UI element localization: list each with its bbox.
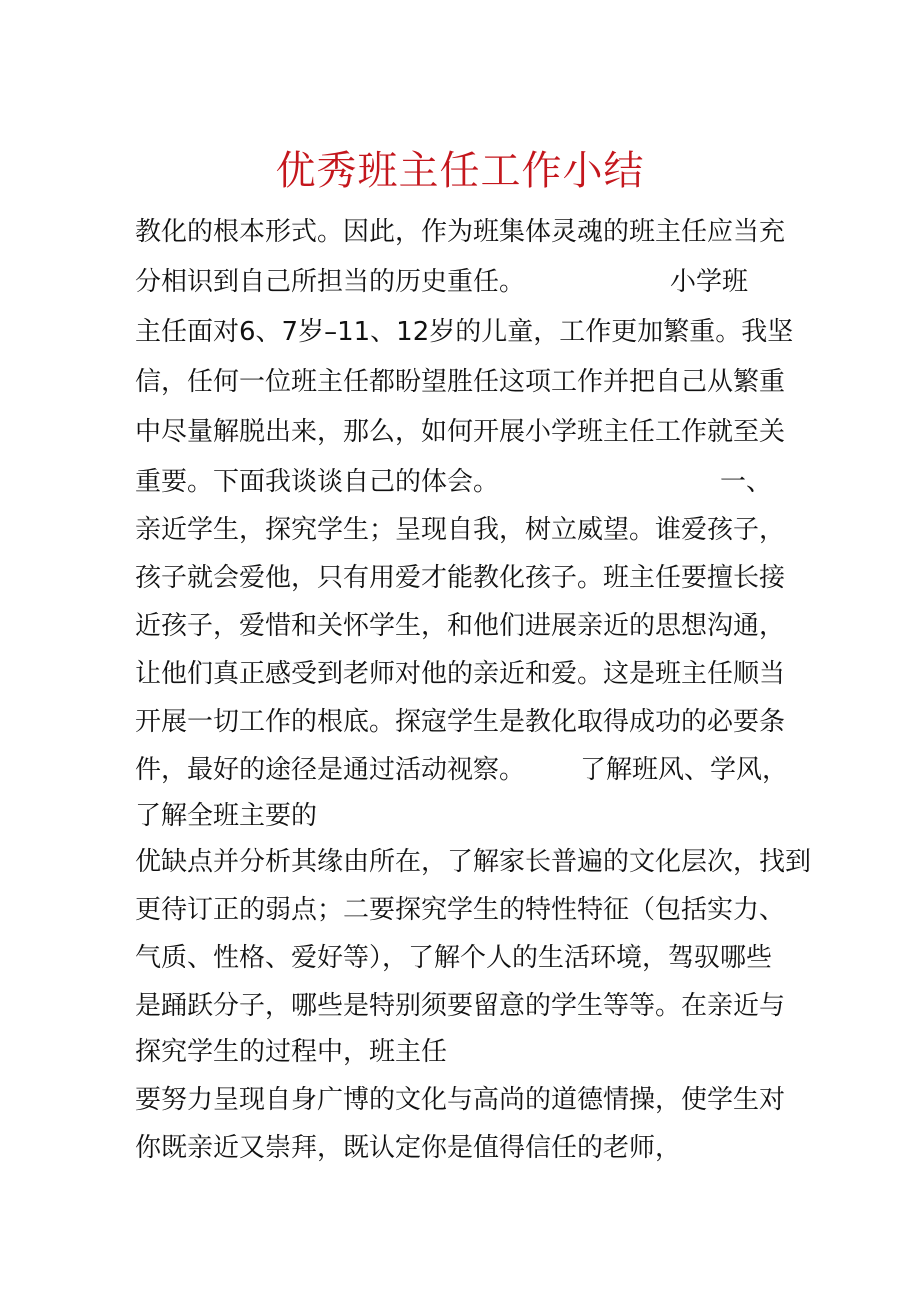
body-text: 分相识到自己所担当的历史重任。 — [135, 267, 526, 297]
body-text: 一、 — [720, 467, 773, 497]
document-title: 优秀班主任工作小结 — [275, 148, 645, 194]
body-text: 信，任何一位班主任都盼望胜任这项工作并把自己从繁重 — [135, 367, 786, 397]
body-text: 重要。下面我谈谈自己的体会。 — [135, 467, 500, 497]
body-text: 你既亲近又崇拜，既认定你是值得信任的老师， — [135, 1133, 682, 1163]
body-text: 了解班风、学风， — [580, 755, 789, 785]
body-text: 近孩子，爱惜和关怀学生，和他们进展亲近的思想沟通， — [135, 611, 786, 641]
body-text: 亲近学生，探究学生；呈现自我，树立威望。谁爱孩子， — [135, 515, 786, 545]
body-text: 优缺点并分析其缘由所在，了解家长普遍的文化层次，找到 — [135, 847, 812, 877]
body-text: 中尽量解脱出来，那么，如何开展小学班主任工作就至关 — [135, 417, 786, 447]
body-text: 孩子就会爱他，只有用爱才能教化孩子。班主任要擅长接 — [135, 563, 786, 593]
body-text: 开展一切工作的根底。探寇学生是教化取得成功的必要条 — [135, 707, 786, 737]
body-text: 探究学生的过程中，班主任 — [135, 1037, 448, 1067]
body-line-2 — [135, 262, 795, 302]
body-text: 是踊跃分子，哪些是特别须要留意的学生等等。在亲近与 — [135, 991, 786, 1021]
body-text: 更待订正的弱点；二要探究学生的特性特征（包括实力、 — [135, 895, 786, 925]
body-text: 件，最好的途径是通过活动视察。 — [135, 755, 526, 785]
body-text: 了解全班主要的 — [135, 801, 318, 831]
body-text: 主任面对6、7岁–11、12岁的儿童，工作更加繁重。我坚 — [135, 317, 794, 347]
body-text: 教化的根本形式。因此，作为班集体灵魂的班主任应当充 — [135, 217, 786, 247]
body-line-6 — [135, 462, 795, 502]
body-text: 小学班 — [670, 267, 749, 297]
body-text: 气质、性格、爱好等），了解个人的生活环境，驾驭哪些 — [135, 943, 773, 973]
body-text: 要努力呈现自身广博的文化与高尚的道德情操，使学生对 — [135, 1085, 786, 1115]
body-line-12 — [135, 750, 795, 790]
body-text: 让他们真正感受到老师对他的亲近和爱。这是班主任顺当 — [135, 659, 786, 689]
